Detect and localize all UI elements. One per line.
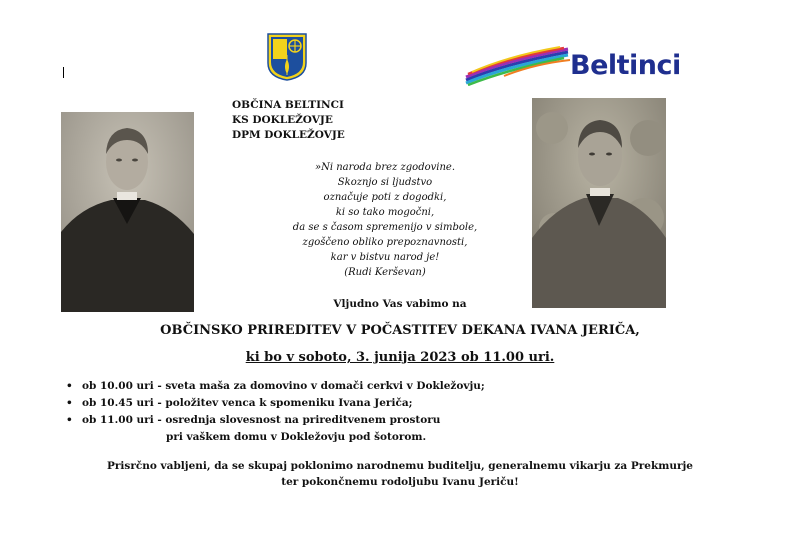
quote-line: zgoščeno obliko prepoznavnosti, <box>302 237 468 248</box>
invitation-text: Vljudno Vas vabimo na <box>333 298 467 310</box>
program-list <box>66 378 485 446</box>
organizers-block <box>232 98 345 143</box>
closing-line: Prisrčno vabljeni, da se skupaj poklonimo narodnemu buditelju, generalnemu vikarju za Prekmurje <box>107 460 693 472</box>
quote-author: (Rudi Kerševan) <box>344 267 426 278</box>
brand-name: Beltinci <box>570 50 681 81</box>
quote-block <box>250 160 520 280</box>
bullet-icon: • <box>66 397 73 409</box>
organizer-line: DPM DOKLEŽOVJE <box>232 129 345 141</box>
list-item <box>66 395 485 412</box>
bullet-icon: • <box>66 414 73 426</box>
closing-line: ter pokončnemu rodoljubu Ivanu Jeriču! <box>281 476 519 488</box>
quote-line: kar v bistvu narod je! <box>330 252 440 263</box>
beltinci-logo <box>464 46 681 86</box>
program-item-continuation: pri vaškem domu v Dokležovju pod šotorom. <box>166 431 427 443</box>
portrait-photo-left <box>61 112 194 312</box>
closing-text <box>0 458 800 490</box>
program-item-text: ob 10.00 uri - sveta maša za domovino v domači cerkvi v Dokležovju; <box>82 380 485 392</box>
quote-line: ki so tako mogočni, <box>335 207 435 218</box>
list-item <box>66 378 485 395</box>
event-title: OBČINSKO PRIREDITEV V POČASTITEV DEKANA IVANA JERIČA, <box>160 323 640 338</box>
portrait-photo-right <box>532 98 666 308</box>
organizer-line: OBČINA BELTINCI <box>232 99 344 111</box>
quote-line: »Ni naroda brez zgodovine. <box>314 162 456 173</box>
coat-of-arms-logo <box>267 33 307 81</box>
rainbow-ribbon-icon <box>464 46 574 86</box>
bullet-icon: • <box>66 380 73 392</box>
event-date: ki bo v soboto, 3. junija 2023 ob 11.00 uri. <box>245 350 555 365</box>
quote-line: označuje poti z dogodki, <box>323 192 447 203</box>
program-item-text: ob 10.45 uri - položitev venca k spomeniku Ivana Jeriča; <box>82 397 413 409</box>
text-cursor <box>63 67 64 78</box>
organizer-line: KS DOKLEŽOVJE <box>232 114 333 126</box>
quote-line: da se s časom spremenijo v simbole, <box>292 222 478 233</box>
program-item-text: ob 11.00 uri - osrednja slovesnost na prireditvenem prostoru <box>82 414 441 426</box>
quote-line: Skoznjo si ljudstvo <box>337 177 433 188</box>
list-item <box>66 412 485 429</box>
